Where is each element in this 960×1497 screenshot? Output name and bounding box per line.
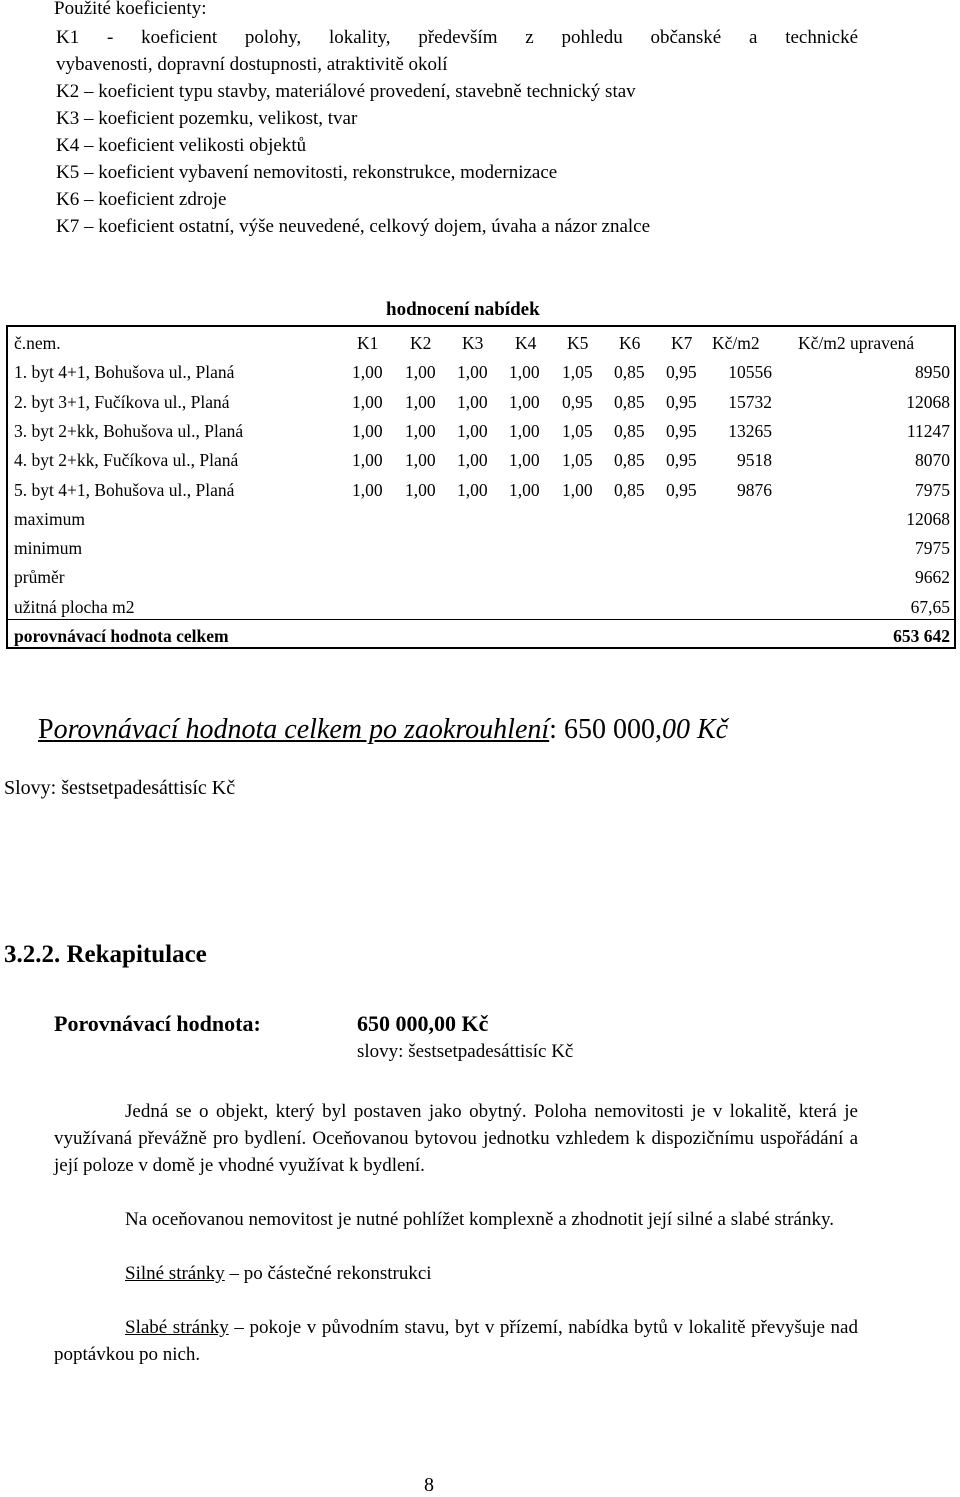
table-cell-k3: 1,00	[457, 362, 488, 383]
table-cell-k1: 1,00	[352, 450, 383, 471]
summary-value: 9662	[915, 567, 950, 588]
table-cell-k5: 1,05	[562, 362, 593, 383]
table-header-2: K2	[410, 333, 432, 353]
summary-label: průměr	[14, 567, 65, 588]
table-cell-k4: 1,00	[509, 450, 540, 471]
table-header-0: č.nem.	[14, 333, 61, 353]
table-row-label: 2. byt 3+1, Fučíkova ul., Planá	[14, 391, 230, 412]
table-cell-k7: 0,95	[666, 391, 697, 412]
table-cell-k6: 0,85	[614, 450, 645, 471]
table-cell-k3: 1,00	[457, 420, 488, 441]
weaknesses-text: – pokoje v původním stavu, byt v přízemí, nabídka bytů v lokalitě převyšuje nad poptávkou po nich.	[54, 1317, 858, 1365]
summary-value: 12068	[906, 508, 950, 529]
table-cell-price: 9518	[737, 450, 772, 471]
table-header-3: K3	[462, 333, 484, 353]
paragraph-strengths	[54, 1260, 858, 1287]
table-cell-k3: 1,00	[457, 450, 488, 471]
weaknesses-label: Slabé stránky	[125, 1317, 229, 1338]
final-value-unit: 00 Kč	[661, 714, 729, 745]
table-cell-k2: 1,00	[405, 362, 436, 383]
strengths-text: – po částečné rekonstrukci	[224, 1263, 432, 1284]
table-header-4: K4	[515, 333, 537, 353]
total-value: 653 642	[893, 626, 950, 646]
table-cell-k4: 1,00	[509, 479, 540, 500]
table-cell-k2: 1,00	[405, 420, 436, 441]
table-cell-k5: 1,00	[562, 479, 593, 500]
final-colon: :	[549, 714, 557, 745]
final-value-line	[38, 714, 728, 746]
table-title: hodnocení nabídek	[386, 299, 540, 320]
table-cell-k2: 1,00	[405, 479, 436, 500]
table-header-6: K6	[619, 333, 641, 353]
table-cell-k6: 0,85	[614, 420, 645, 441]
final-value-words: Slovy: šestsetpadesáttisíc Kč	[4, 777, 236, 799]
summary-label: užitná plocha m2	[14, 596, 135, 617]
table-cell-k3: 1,00	[457, 391, 488, 412]
table-cell-k1: 1,00	[352, 479, 383, 500]
final-label: orovnávací hodnota celkem po zaokrouhlení	[53, 714, 550, 745]
table-cell-k6: 0,85	[614, 479, 645, 500]
table-cell-price: 10556	[728, 362, 772, 383]
table-cell-k7: 0,95	[666, 450, 697, 471]
table-cell-price: 13265	[728, 420, 772, 441]
table-total-separator	[6, 619, 956, 620]
table-cell-adjusted: 7975	[915, 479, 950, 500]
table-cell-price: 15732	[728, 391, 772, 412]
table-cell-k7: 0,95	[666, 362, 697, 383]
paragraph-assessment: Na oceňovanou nemovitost je nutné pohlížet komplexně a zhodnotit její silné a slabé stránky.	[125, 1209, 834, 1230]
table-header-9: Kč/m2 upravená	[798, 333, 915, 353]
summary-label: maximum	[14, 508, 85, 529]
table-cell-adjusted: 8070	[915, 450, 950, 471]
table-cell-price: 9876	[737, 479, 772, 500]
table-cell-k5: 1,05	[562, 420, 593, 441]
table-cell-k1: 1,00	[352, 391, 383, 412]
strengths-label: Silné stránky	[125, 1263, 225, 1284]
coefficient-k3: K3 – koeficient pozemku, velikost, tvar	[56, 108, 358, 129]
page-number: 8	[424, 1474, 434, 1496]
coefficient-k7: K7 – koeficient ostatní, výše neuvedené, celkový dojem, úvaha a názor znalce	[56, 216, 651, 237]
table-cell-k6: 0,85	[614, 362, 645, 383]
table-cell-k3: 1,00	[457, 479, 488, 500]
table-cell-k1: 1,00	[352, 420, 383, 441]
coefficient-k5: K5 – koeficient vybavení nemovitosti, rekonstrukce, modernizace	[56, 162, 558, 183]
final-value: 650 000,	[556, 714, 662, 745]
section-title: 3.2.2. Rekapitulace	[4, 941, 207, 968]
table-header-1: K1	[357, 333, 379, 353]
table-row-label: 5. byt 4+1, Bohušova ul., Planá	[14, 479, 235, 500]
table-row-label: 1. byt 4+1, Bohušova ul., Planá	[14, 362, 235, 383]
table-cell-k4: 1,00	[509, 391, 540, 412]
coefficient-k4: K4 – koeficient velikosti objektů	[56, 135, 307, 156]
table-cell-k5: 1,05	[562, 450, 593, 471]
summary-value: 7975	[915, 538, 950, 559]
recap-value: 650 000,00 Kč	[357, 1011, 489, 1036]
paragraph-weaknesses	[54, 1314, 858, 1368]
table-row-label: 4. byt 2+kk, Fučíkova ul., Planá	[14, 450, 239, 471]
table-cell-k4: 1,00	[509, 420, 540, 441]
table-header-7: K7	[671, 333, 693, 353]
recap-words: slovy: šestsetpadesáttisíc Kč	[357, 1041, 574, 1062]
final-first-letter: P	[38, 714, 54, 745]
coefficient-k1-line1: K1 - koeficient polohy, lokality, především z pohledu občanské a technické	[56, 27, 858, 48]
table-row-label: 3. byt 2+kk, Bohušova ul., Planá	[14, 420, 244, 441]
summary-label: minimum	[14, 538, 83, 559]
table-cell-k2: 1,00	[405, 450, 436, 471]
summary-value: 67,65	[910, 596, 950, 617]
coefficient-k6: K6 – koeficient zdroje	[56, 189, 227, 210]
table-cell-adjusted: 12068	[906, 391, 950, 412]
table-cell-k7: 0,95	[666, 420, 697, 441]
table-cell-k1: 1,00	[352, 362, 383, 383]
table-header-5: K5	[567, 333, 589, 353]
total-label: porovnávací hodnota celkem	[14, 626, 229, 646]
table-cell-k7: 0,95	[666, 479, 697, 500]
table-cell-k2: 1,00	[405, 391, 436, 412]
table-cell-adjusted: 8950	[915, 362, 950, 383]
coefficient-k2: K2 – koeficient typu stavby, materiálové provedení, stavebně technický stav	[56, 81, 636, 102]
table-header-8: Kč/m2	[712, 333, 760, 353]
table-cell-k5: 0,95	[562, 391, 593, 412]
paragraph-description: Jedná se o objekt, který byl postaven jako obytný. Poloha nemovitosti je v lokalitě, která je využívaná převážně pro bydlení. Oceňovanou bytovou jednotku vzhledem k dispozičnímu uspořádání a její poloze v domě je vhodné využívat k bydlení.	[54, 1101, 858, 1176]
table-cell-k6: 0,85	[614, 391, 645, 412]
coefficients-heading: Použité koeficienty:	[54, 0, 207, 19]
recap-label: Porovnávací hodnota:	[54, 1011, 261, 1036]
table-cell-adjusted: 11247	[906, 420, 950, 441]
coefficient-k1-line2: vybavenosti, dopravní dostupnosti, atraktivitě okolí	[56, 54, 448, 75]
table-cell-k4: 1,00	[509, 362, 540, 383]
